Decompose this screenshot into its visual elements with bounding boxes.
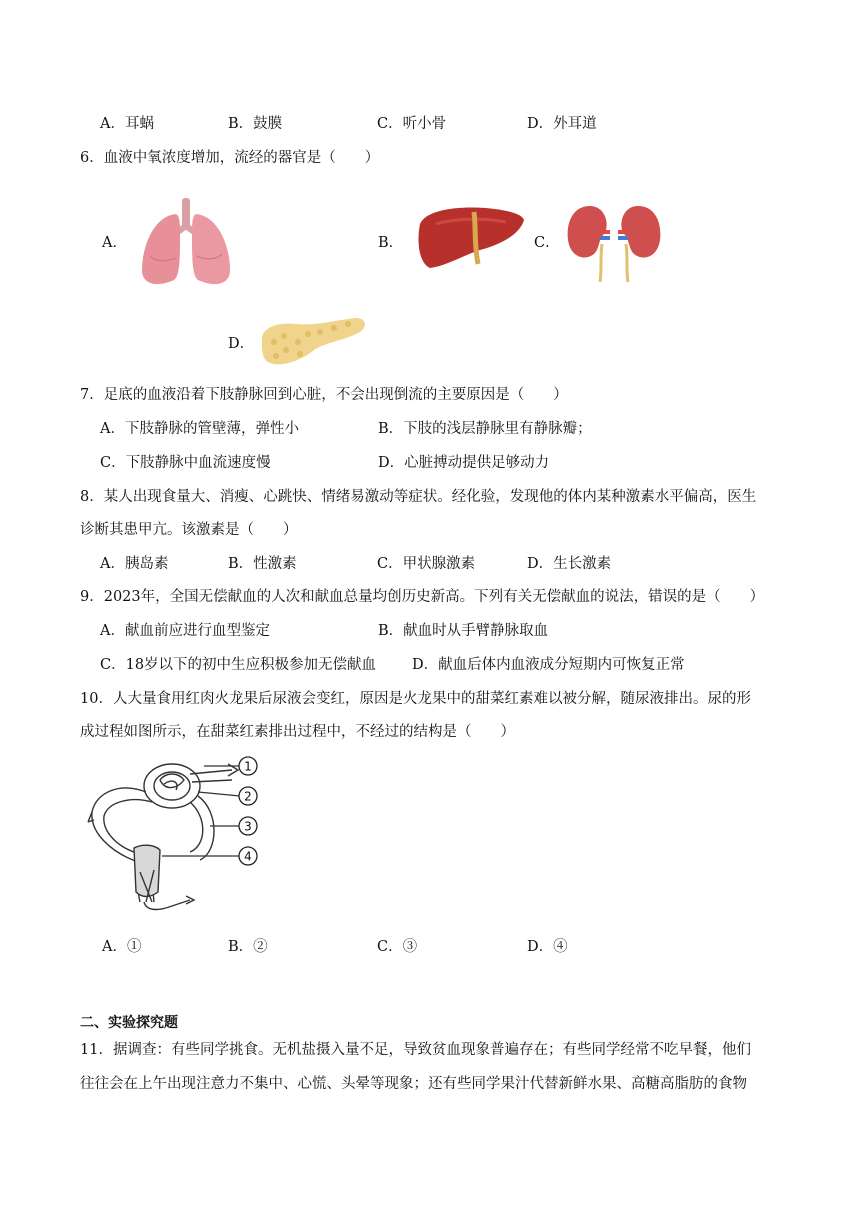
q8-stem-line1: 8．某人出现食量大、消瘦、心跳快、情绪易激动等症状。经化验，发现他的体内某种激素水平偏高，医生 — [80, 489, 757, 505]
q6-option-c-label: C． — [534, 235, 560, 251]
kidneys-icon — [564, 200, 664, 284]
q5-option-c: C．听小骨 — [377, 116, 447, 132]
q10-option-c: C．③ — [377, 939, 418, 955]
svg-text:3: 3 — [244, 819, 252, 834]
q9-option-b: B．献血时从手臂静脉取血 — [378, 623, 549, 639]
q9-option-d: D．献血后体内血液成分短期内可恢复正常 — [412, 657, 685, 673]
q7-option-a: A．下肢静脉的管壁薄，弹性小 — [100, 421, 299, 437]
lungs-icon — [136, 196, 236, 292]
q7-option-c: C．下肢静脉中血流速度慢 — [100, 455, 271, 471]
q9-stem: 9．2023年，全国无偿献血的人次和献血总量均创历史新高。下列有关无偿献血的说法，错误的是（ ） — [80, 589, 765, 605]
q10-option-b: B．② — [228, 939, 268, 955]
q8-option-b: B．性激素 — [228, 556, 297, 572]
q7-option-b: B．下肢的浅层静脉里有静脉瓣； — [378, 421, 592, 437]
svg-text:1: 1 — [244, 759, 252, 774]
q6-stem: 6．血液中氧浓度增加，流经的器官是（ ） — [80, 150, 380, 166]
q8-stem-line2: 诊断其患甲亢。该激素是（ ） — [80, 522, 298, 538]
q6-option-a-label: A． — [102, 235, 127, 251]
q6-option-b-label: B． — [378, 235, 404, 251]
q11-line2: 往往会在上午出现注意力不集中、心慌、头晕等现象；还有些同学果汁代替新鲜水果、高糖高脂肪的食物 — [80, 1076, 747, 1092]
q11-line1: 11．据调查：有些同学挑食。无机盐摄入量不足，导致贫血现象普遍存在；有些同学经常不吃早餐，他们 — [80, 1042, 751, 1058]
q8-option-a: A．胰岛素 — [100, 556, 169, 572]
q9-option-a: A．献血前应进行血型鉴定 — [100, 623, 270, 639]
q8-option-d: D．生长激素 — [527, 556, 612, 572]
nephron-diagram — [80, 752, 270, 918]
q6-option-d-label: D． — [228, 336, 255, 352]
q7-option-d: D．心脏搏动提供足够动力 — [378, 455, 550, 471]
section-title: 二、实验探究题 — [80, 1015, 178, 1031]
liver-icon — [416, 204, 526, 272]
q5-option-d: D．外耳道 — [527, 116, 597, 132]
svg-text:2: 2 — [244, 789, 252, 804]
svg-text:4: 4 — [244, 849, 252, 864]
q8-option-c: C．甲状腺激素 — [377, 556, 476, 572]
q10-option-a: A．① — [102, 939, 142, 955]
q10-stem-line1: 10．人大量食用红肉火龙果后尿液会变红，原因是火龙果中的甜菜红素难以被分解，随尿液排出。尿的形 — [80, 691, 751, 707]
q10-option-d: D．④ — [527, 939, 568, 955]
q5-option-a: A．耳蜗 — [100, 116, 154, 132]
q9-option-c: C．18岁以下的初中生应积极参加无偿献血 — [100, 657, 377, 673]
q10-stem-line2: 成过程如图所示，在甜菜红素排出过程中，不经过的结构是（ ） — [80, 724, 515, 740]
q7-stem: 7．足底的血液沿着下肢静脉回到心脏，不会出现倒流的主要原因是（ ） — [80, 387, 568, 403]
q5-option-b: B．鼓膜 — [228, 116, 283, 132]
pancreas-icon — [256, 312, 368, 370]
